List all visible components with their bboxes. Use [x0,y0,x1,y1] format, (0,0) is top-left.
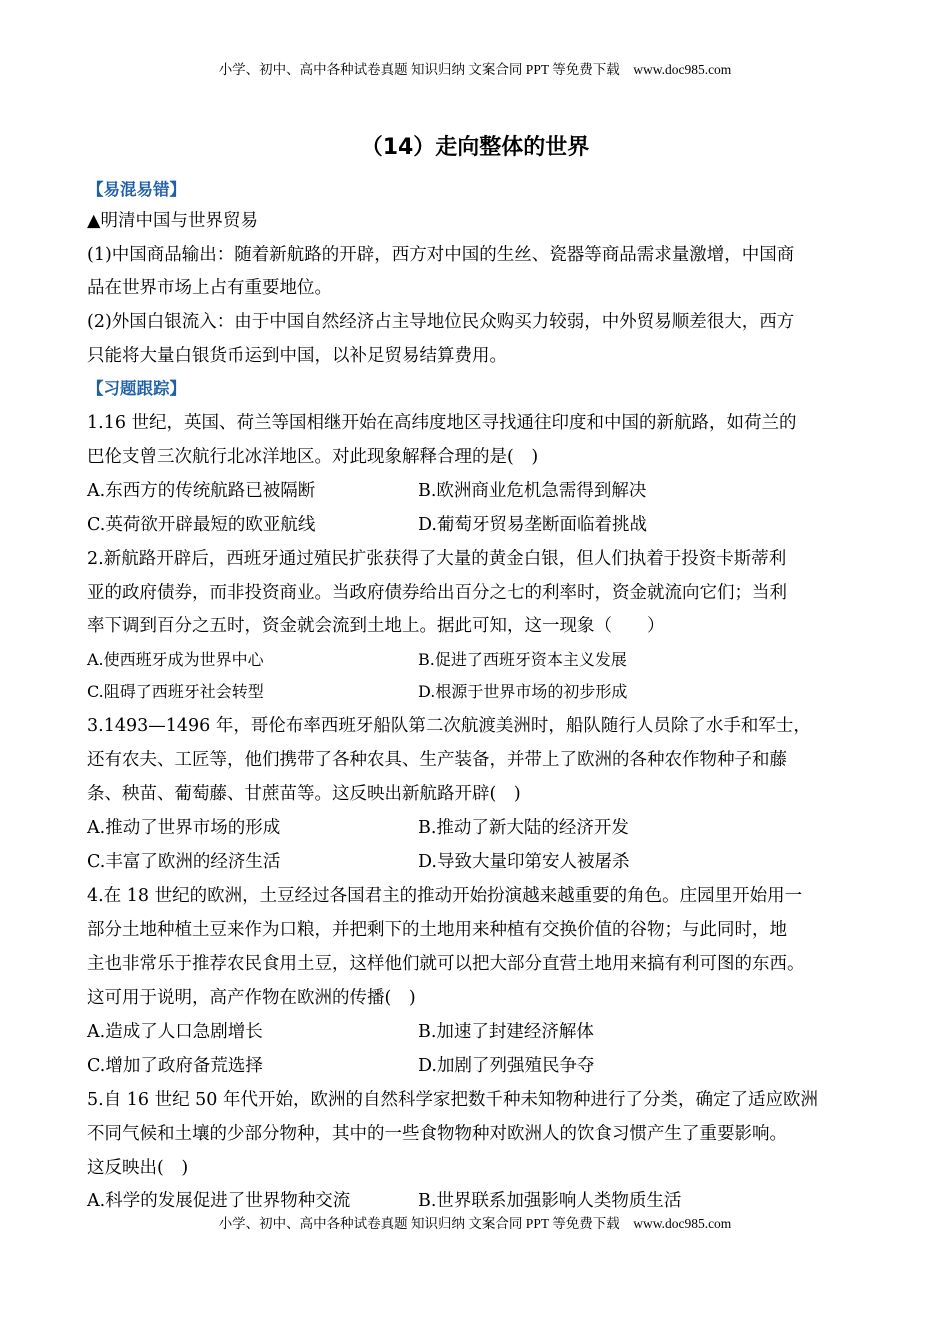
page-title: （14）走向整体的世界 [360,135,590,160]
question-5-stem: 5.自 16 世纪 50 年代开始，欧洲的自然科学家把数千种未知物种进行了分类，确定了适应欧洲 [87,1090,818,1110]
question-2-option-c: C.阻碍了西班牙社会转型 [87,682,264,701]
question-4-stem: 部分土地种植土豆来作为口粮，并把剩下的土地用来种植有交换价值的谷物；与此同时，地 [87,920,787,940]
question-2-option-b: B.促进了西班牙资本主义发展 [418,650,627,669]
page-footer: 小学、初中、高中各种试卷真题 知识归纳 文案合同 PPT 等免费下载 www.doc985.com [218,1216,732,1231]
question-1-stem: 1.16 世纪，英国、荷兰等国相继开始在高纬度地区寻找通往印度和中国的新航路，如荷兰的 [87,413,797,433]
question-1-stem: 巴伦支曾三次航行北冰洋地区。对此现象解释合理的是( ) [87,447,539,467]
question-3-stem: 还有农夫、工匠等，他们携带了各种农具、生产装备，并带上了欧洲的各种农作物种子和藤 [87,750,787,770]
question-4-stem: 主也非常乐于推荐农民食用土豆，这样他们就可以把大部分直营土地用来搞有利可图的东西。 [87,954,805,974]
question-2-option-d: D.根源于世界市场的初步形成 [418,682,628,701]
question-1-option-c: C.英荷欲开辟最短的欧亚航线 [87,515,316,535]
question-4-option-b: B.加速了封建经济解体 [418,1022,594,1042]
question-4-stem: 这可用于说明，高产作物在欧洲的传播( ) [87,988,416,1008]
question-4-option-c: C.增加了政府备荒选择 [87,1056,263,1076]
question-5-stem: 这反映出( ) [87,1158,189,1178]
page-header: 小学、初中、高中各种试卷真题 知识归纳 文案合同 PPT 等免费下载 www.doc985.com [218,62,732,77]
question-4-option-d: D.加剧了列强殖民争夺 [418,1056,595,1076]
question-1-option-a: A.东西方的传统航路已被隔断 [87,481,316,501]
question-5-stem: 不同气候和土壤的少部分物种，其中的一些食物物种对欧洲人的饮食习惯产生了重要影响。 [87,1124,787,1144]
section-heading-exercises: 【习题跟踪】 [87,379,186,398]
paragraph-line: (1)中国商品输出：随着新航路的开辟，西方对中国的生丝、瓷器等商品需求量激增，中国商 [87,245,795,265]
question-5-option-b: B.世界联系加强影响人类物质生活 [418,1191,682,1211]
question-1-option-b: B.欧洲商业危机急需得到解决 [418,481,647,501]
question-2-option-a: A.使西班牙成为世界中心 [87,650,264,669]
question-2-stem: 率下调到百分之五时，资金就会流到土地上。据此可知，这一现象（ ） [87,616,665,636]
question-1-option-d: D.葡萄牙贸易垄断面临着挑战 [418,515,647,535]
paragraph-line: (2)外国白银流入：由于中国自然经济占主导地位民众购买力较弱，中外贸易顺差很大，西方 [87,312,795,332]
question-5-option-a: A.科学的发展促进了世界物种交流 [87,1191,351,1211]
question-4-stem: 4.在 18 世纪的欧洲，土豆经过各国君主的推动开始扮演越来越重要的角色。庄园里开始用一 [87,886,803,906]
question-3-option-b: B.推动了新大陆的经济开发 [418,818,629,838]
question-2-stem: 亚的政府债券，而非投资商业。当政府债券给出百分之七的利率时，资金就流向它们；当利 [87,583,787,603]
question-2-stem: 2.新航路开辟后，西班牙通过殖民扩张获得了大量的黄金白银，但人们执着于投资卡斯蒂利 [87,549,787,569]
question-3-stem: 条、秧苗、葡萄藤、甘蔗苗等。这反映出新航路开辟( ) [87,784,521,804]
question-3-option-c: C.丰富了欧洲的经济生活 [87,852,281,872]
question-4-option-a: A.造成了人口急剧增长 [87,1022,263,1042]
paragraph-line: 只能将大量白银货币运到中国，以补足贸易结算费用。 [87,346,507,366]
section-heading-errors: 【易混易错】 [87,180,186,199]
paragraph-line: 品在世界市场上占有重要地位。 [87,278,332,298]
question-3-option-d: D.导致大量印第安人被屠杀 [418,852,630,872]
question-3-option-a: A.推动了世界市场的形成 [87,818,281,838]
section-subheading: ▲明清中国与世界贸易 [87,211,258,231]
question-3-stem: 3.1493—1496 年，哥伦布率西班牙船队第二次航渡美洲时，船队随行人员除了水手和军士， [87,716,811,736]
